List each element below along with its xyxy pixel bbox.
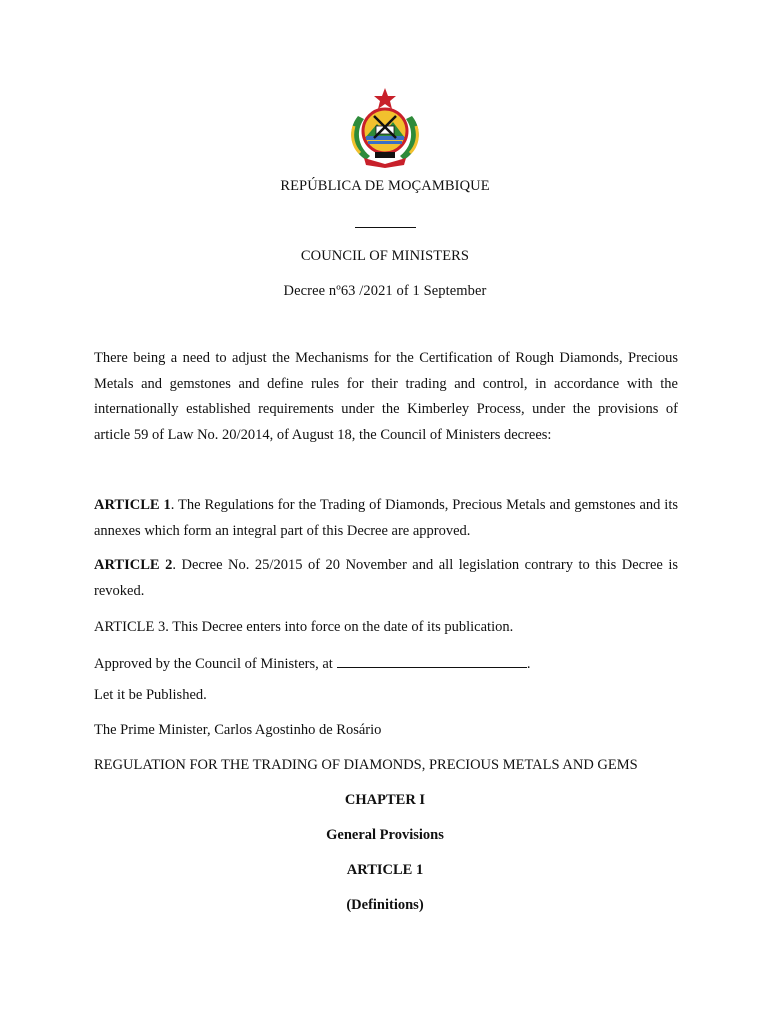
article-2-text: . Decree No. 25/2015 of 20 November and all legislation contrary to this Decree is revoked. [94,557,679,599]
regulation-title: REGULATION FOR THE TRADING OF DIAMONDS, PRECIOUS METALS AND GEMS [94,757,638,773]
article-3-line: ARTICLE 3. This Decree enters into force on the date of its publication. [94,619,514,635]
article-1-text: . The Regulations for the Trading of Diamonds, Precious Metals and gemstones and its annexes which form an integral part of this Decree are approved. [94,497,678,539]
decree-reference: Decree nº63 /2021 of 1 September [283,283,487,299]
prime-minister-line: The Prime Minister, Carlos Agostinho de Rosário [94,722,382,738]
country-name: REPÚBLICA DE MOÇAMBIQUE [280,178,490,194]
approval-date-blank [337,653,527,668]
publish-line: Let it be Published. [94,687,207,703]
council-heading: COUNCIL OF MINISTERS [300,248,470,264]
mozambique-coat-of-arms-icon [340,86,430,168]
article-1-label: ARTICLE 1 [94,497,171,513]
chapter-title: General Provisions [326,827,444,843]
title-divider [355,227,416,228]
preamble-paragraph: There being a need to adjust the Mechanisms for the Certification of Rough Diamonds, Precious Metals and gemstones and define rules for their trading and control, in accordance with the internationally established requirements under the Kimberley Process, under the provisions of article 59 of Law No. 20/2014, of August 18, the Council of Ministers decrees: [94,350,678,443]
approval-line [94,653,530,673]
chapter-heading: CHAPTER I [344,792,426,808]
article-subtitle: (Definitions) [346,897,424,913]
article-1-paragraph [94,493,678,544]
article-2-paragraph [94,553,678,604]
article-2-label: ARTICLE 2 [94,557,173,573]
approval-end: . [526,656,531,672]
article-heading: ARTICLE 1 [346,862,424,878]
approval-text: Approved by the Council of Ministers, at [94,656,333,672]
